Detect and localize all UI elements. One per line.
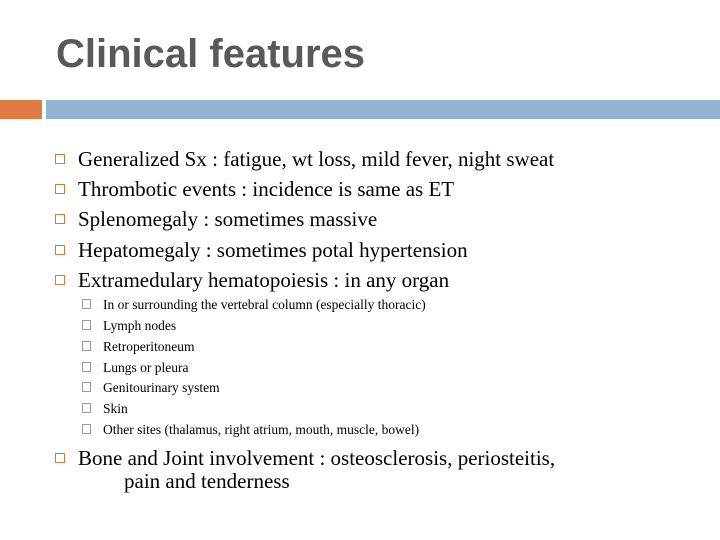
sub-bullet-item xyxy=(82,380,220,396)
sub-bullet-text: Lymph nodes xyxy=(103,318,177,333)
square-bullet-icon xyxy=(55,214,65,224)
accent-bar-blue xyxy=(46,100,720,119)
sub-bullet-item xyxy=(82,401,128,417)
bullet-item xyxy=(55,446,555,471)
sub-bullet-text: Skin xyxy=(103,401,128,416)
sub-bullet-icon xyxy=(82,341,91,351)
bullet-item xyxy=(55,147,554,172)
sub-bullet-icon xyxy=(82,403,91,413)
sub-bullet-icon xyxy=(82,382,91,392)
sub-bullet-item xyxy=(82,297,426,313)
sub-bullet-text: Lungs or pleura xyxy=(103,360,189,375)
sub-bullet-icon xyxy=(82,424,91,434)
square-bullet-icon xyxy=(55,154,65,164)
square-bullet-icon xyxy=(55,245,65,255)
bullet-item xyxy=(55,238,468,263)
sub-bullet-text: Retroperitoneum xyxy=(103,339,195,354)
sub-bullet-text: Other sites (thalamus, right atrium, mouth, muscle, bowel) xyxy=(103,422,420,437)
sub-bullet-icon xyxy=(82,320,91,330)
bullet-text: Splenomegaly : sometimes massive xyxy=(78,207,378,231)
sub-bullet-icon xyxy=(82,299,91,309)
bullet-continuation: pain and tenderness xyxy=(124,469,290,493)
sub-bullet-item xyxy=(82,339,194,355)
bullet-text: Extramedulary hematopoiesis : in any organ xyxy=(78,268,450,292)
bullet-text: Generalized Sx : fatigue, wt loss, mild fever, night sweat xyxy=(78,147,555,171)
slide-title: Clinical features xyxy=(56,32,366,76)
accent-bar-orange xyxy=(0,100,42,119)
square-bullet-icon xyxy=(55,275,65,285)
square-bullet-icon xyxy=(55,453,65,463)
sub-bullet-text: In or surrounding the vertebral column (especially thoracic) xyxy=(103,297,426,312)
sub-bullet-item xyxy=(82,422,419,438)
bullet-item xyxy=(55,177,454,202)
sub-bullet-item xyxy=(82,318,176,334)
bullet-item xyxy=(55,268,449,293)
sub-bullet-icon xyxy=(82,362,91,372)
sub-bullet-text: Genitourinary system xyxy=(103,380,220,395)
bullet-text: Thrombotic events : incidence is same as ET xyxy=(78,177,455,201)
square-bullet-icon xyxy=(55,184,65,194)
bullet-item xyxy=(55,207,377,232)
bullet-text: Bone and Joint involvement : osteosclerosis, periosteitis, xyxy=(78,446,556,470)
bullet-text: Hepatomegaly : sometimes potal hypertension xyxy=(78,238,468,262)
sub-bullet-item xyxy=(82,360,188,376)
